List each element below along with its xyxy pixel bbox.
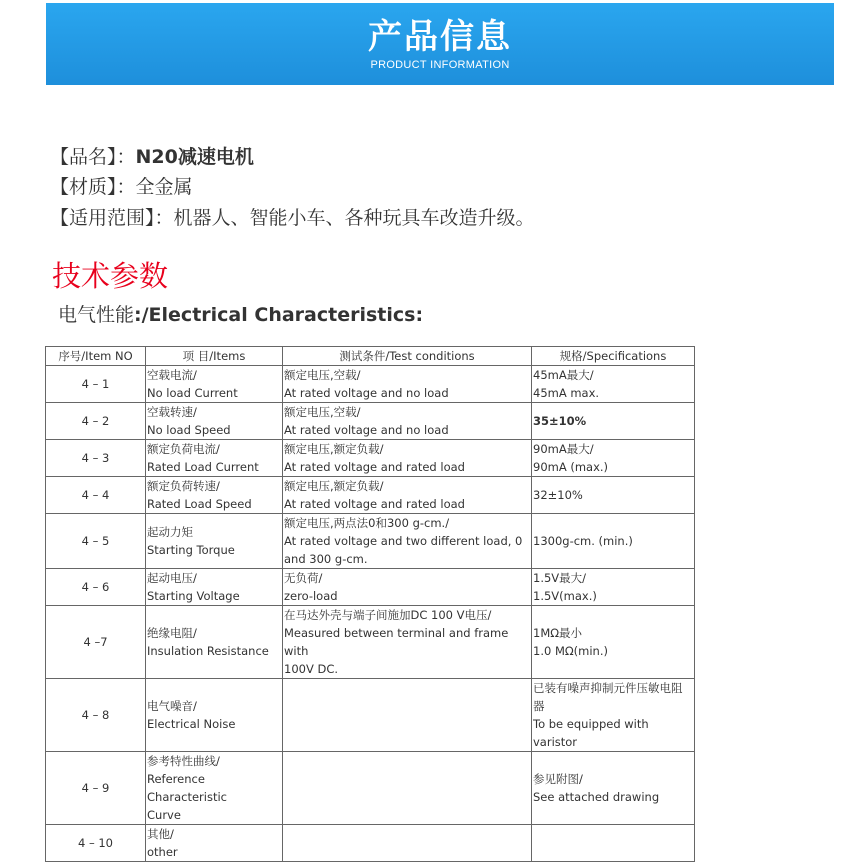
table-row	[46, 569, 695, 606]
cell-specification	[532, 679, 695, 752]
cell-item	[146, 366, 283, 403]
electrical-characteristics-table	[45, 346, 695, 862]
cell-specification-line: 1.0 MΩ(min.)	[533, 644, 608, 658]
cell-specification-line: 1.5V(max.)	[533, 589, 597, 603]
scope-line	[50, 203, 535, 230]
cell-test-condition-line: 额定电压,两点法0和300 g-cm./	[284, 516, 450, 530]
cell-test-condition	[283, 569, 532, 606]
cell-test-condition	[283, 825, 532, 862]
cell-test-condition-line: At rated voltage and no load	[284, 423, 449, 437]
header-test-conditions: 测试条件/Test conditions	[283, 347, 532, 366]
cell-item-line: 电气噪音/	[147, 699, 197, 713]
table-row	[46, 752, 695, 825]
cell-specification	[532, 514, 695, 569]
table-row	[46, 403, 695, 440]
cell-specification-line: 45mA最大/	[533, 368, 594, 382]
cell-item-line: 其他/	[147, 827, 174, 841]
cell-specification	[532, 366, 695, 403]
cell-specification-line: 1300g-cm. (min.)	[533, 534, 633, 548]
cell-item-no: 4 – 10	[46, 825, 146, 862]
table-row	[46, 366, 695, 403]
product-name-value: N20减速电机	[135, 146, 254, 168]
cell-test-condition-line: At rated voltage and no load	[284, 386, 449, 400]
cell-item-no: 4 – 6	[46, 569, 146, 606]
cell-item	[146, 440, 283, 477]
cell-item-no: 4 – 3	[46, 440, 146, 477]
cell-item	[146, 569, 283, 606]
cell-specification	[532, 440, 695, 477]
cell-specification	[532, 403, 695, 440]
cell-test-condition-line: 额定电压,空载/	[284, 405, 361, 419]
cell-item-line: Insulation Resistance	[147, 644, 269, 658]
banner-title: 产品信息	[368, 17, 512, 57]
section-title: 技术参数	[52, 259, 169, 293]
table-row	[46, 606, 695, 679]
cell-item	[146, 514, 283, 569]
cell-test-condition-line: zero-load	[284, 589, 338, 603]
cell-item	[146, 606, 283, 679]
cell-item-line: Electrical Noise	[147, 717, 236, 731]
section-subtitle	[58, 300, 423, 327]
table-row	[46, 440, 695, 477]
cell-item-line: other	[147, 845, 178, 859]
cell-specification-line: 1.5V最大/	[533, 571, 587, 585]
cell-test-condition	[283, 606, 532, 679]
cell-specification-line: See attached drawing	[533, 790, 660, 804]
cell-item-line: 空载转速/	[147, 405, 197, 419]
cell-test-condition	[283, 752, 532, 825]
cell-item-line: No load Speed	[147, 423, 231, 437]
cell-specification-line: 35±10%	[533, 414, 587, 428]
cell-specification-line: To be equipped with	[533, 717, 649, 731]
cell-test-condition-line: 额定电压,额定负载/	[284, 442, 384, 456]
cell-item	[146, 825, 283, 862]
cell-test-condition	[283, 477, 532, 514]
product-info-banner	[46, 3, 834, 85]
cell-item-no: 4 – 9	[46, 752, 146, 825]
cell-item-no: 4 – 4	[46, 477, 146, 514]
cell-specification-line: 90mA (max.)	[533, 460, 609, 474]
cell-specification-line: 45mA max.	[533, 386, 600, 400]
cell-test-condition	[283, 440, 532, 477]
cell-item-line: Starting Torque	[147, 543, 235, 557]
cell-test-condition	[283, 679, 532, 752]
cell-specification	[532, 477, 695, 514]
cell-test-condition-line: 额定电压,空载/	[284, 368, 361, 382]
cell-item-line: No load Current	[147, 386, 238, 400]
cell-item-line: 空载电流/	[147, 368, 197, 382]
cell-specification-line: 参见附图/	[533, 772, 583, 786]
table-row	[46, 477, 695, 514]
cell-item	[146, 477, 283, 514]
cell-item-line: 额定负荷电流/	[147, 442, 220, 456]
cell-specification	[532, 569, 695, 606]
cell-item	[146, 679, 283, 752]
cell-specification	[532, 752, 695, 825]
cell-item-line: Reference Characteristic	[147, 772, 227, 804]
cell-test-condition-line: 在马达外壳与端子间施加DC 100 V电压/	[284, 608, 492, 622]
cell-test-condition-line: and 300 g-cm.	[284, 552, 368, 566]
table-row	[46, 825, 695, 862]
cell-item-no: 4 – 1	[46, 366, 146, 403]
cell-item-no: 4 – 8	[46, 679, 146, 752]
cell-test-condition-line: 额定电压,额定负载/	[284, 479, 384, 493]
material-value: 全金属	[135, 176, 193, 198]
cell-test-condition-line: 100V DC.	[284, 662, 339, 676]
material-label: 【材质】：	[50, 176, 136, 198]
scope-label: 【适用范围】：	[50, 207, 174, 229]
cell-item-line: 额定负荷转速/	[147, 479, 220, 493]
cell-test-condition-line: Measured between terminal and frame with	[284, 626, 509, 658]
cell-item-no: 4 –7	[46, 606, 146, 679]
cell-test-condition-line: At rated voltage and two different load, 0	[284, 534, 523, 548]
cell-test-condition	[283, 366, 532, 403]
table-row	[46, 514, 695, 569]
header-items: 项 目/Items	[146, 347, 283, 366]
product-name-line	[50, 142, 254, 169]
cell-test-condition	[283, 403, 532, 440]
cell-item-line: 起动电压/	[147, 571, 197, 585]
cell-specification-line: 已装有噪声抑制元件压敏电阻	[533, 681, 683, 695]
cell-item	[146, 752, 283, 825]
cell-specification	[532, 825, 695, 862]
cell-specification-line: 器	[533, 699, 545, 713]
material-line	[50, 172, 193, 199]
cell-test-condition	[283, 514, 532, 569]
cell-item-no: 4 – 5	[46, 514, 146, 569]
cell-item-line: Rated Load Speed	[147, 497, 252, 511]
cell-specification-line: 90mA最大/	[533, 442, 594, 456]
cell-specification	[532, 606, 695, 679]
table-header-row	[46, 347, 695, 366]
header-item-no: 序号/Item NO	[46, 347, 146, 366]
cell-specification-line: 1MΩ最小	[533, 626, 583, 640]
cell-item-line: 起动力矩	[147, 525, 193, 539]
cell-item-line: Curve	[147, 808, 181, 822]
cell-item-line: 绝缘电阻/	[147, 626, 197, 640]
banner-subtitle: PRODUCT INFORMATION	[370, 59, 510, 71]
section-subtitle-cn: 电气性能	[58, 304, 135, 326]
cell-item-line: Rated Load Current	[147, 460, 259, 474]
cell-item-line: Starting Voltage	[147, 589, 240, 603]
cell-item-line: 参考特性曲线/	[147, 754, 220, 768]
cell-specification-line: varistor	[533, 735, 578, 749]
cell-test-condition-line: 无负荷/	[284, 571, 323, 585]
table-body	[46, 366, 695, 862]
header-specifications: 规格/Specifications	[532, 347, 695, 366]
cell-item-no: 4 – 2	[46, 403, 146, 440]
table-row	[46, 679, 695, 752]
cell-test-condition-line: At rated voltage and rated load	[284, 460, 465, 474]
cell-specification-line: 32±10%	[533, 488, 583, 502]
cell-test-condition-line: At rated voltage and rated load	[284, 497, 465, 511]
section-subtitle-en: :/Electrical Characteristics:	[134, 304, 424, 326]
scope-value: 机器人、智能小车、各种玩具车改造升级。	[173, 207, 535, 229]
product-name-label: 【品名】：	[50, 146, 136, 168]
cell-item	[146, 403, 283, 440]
